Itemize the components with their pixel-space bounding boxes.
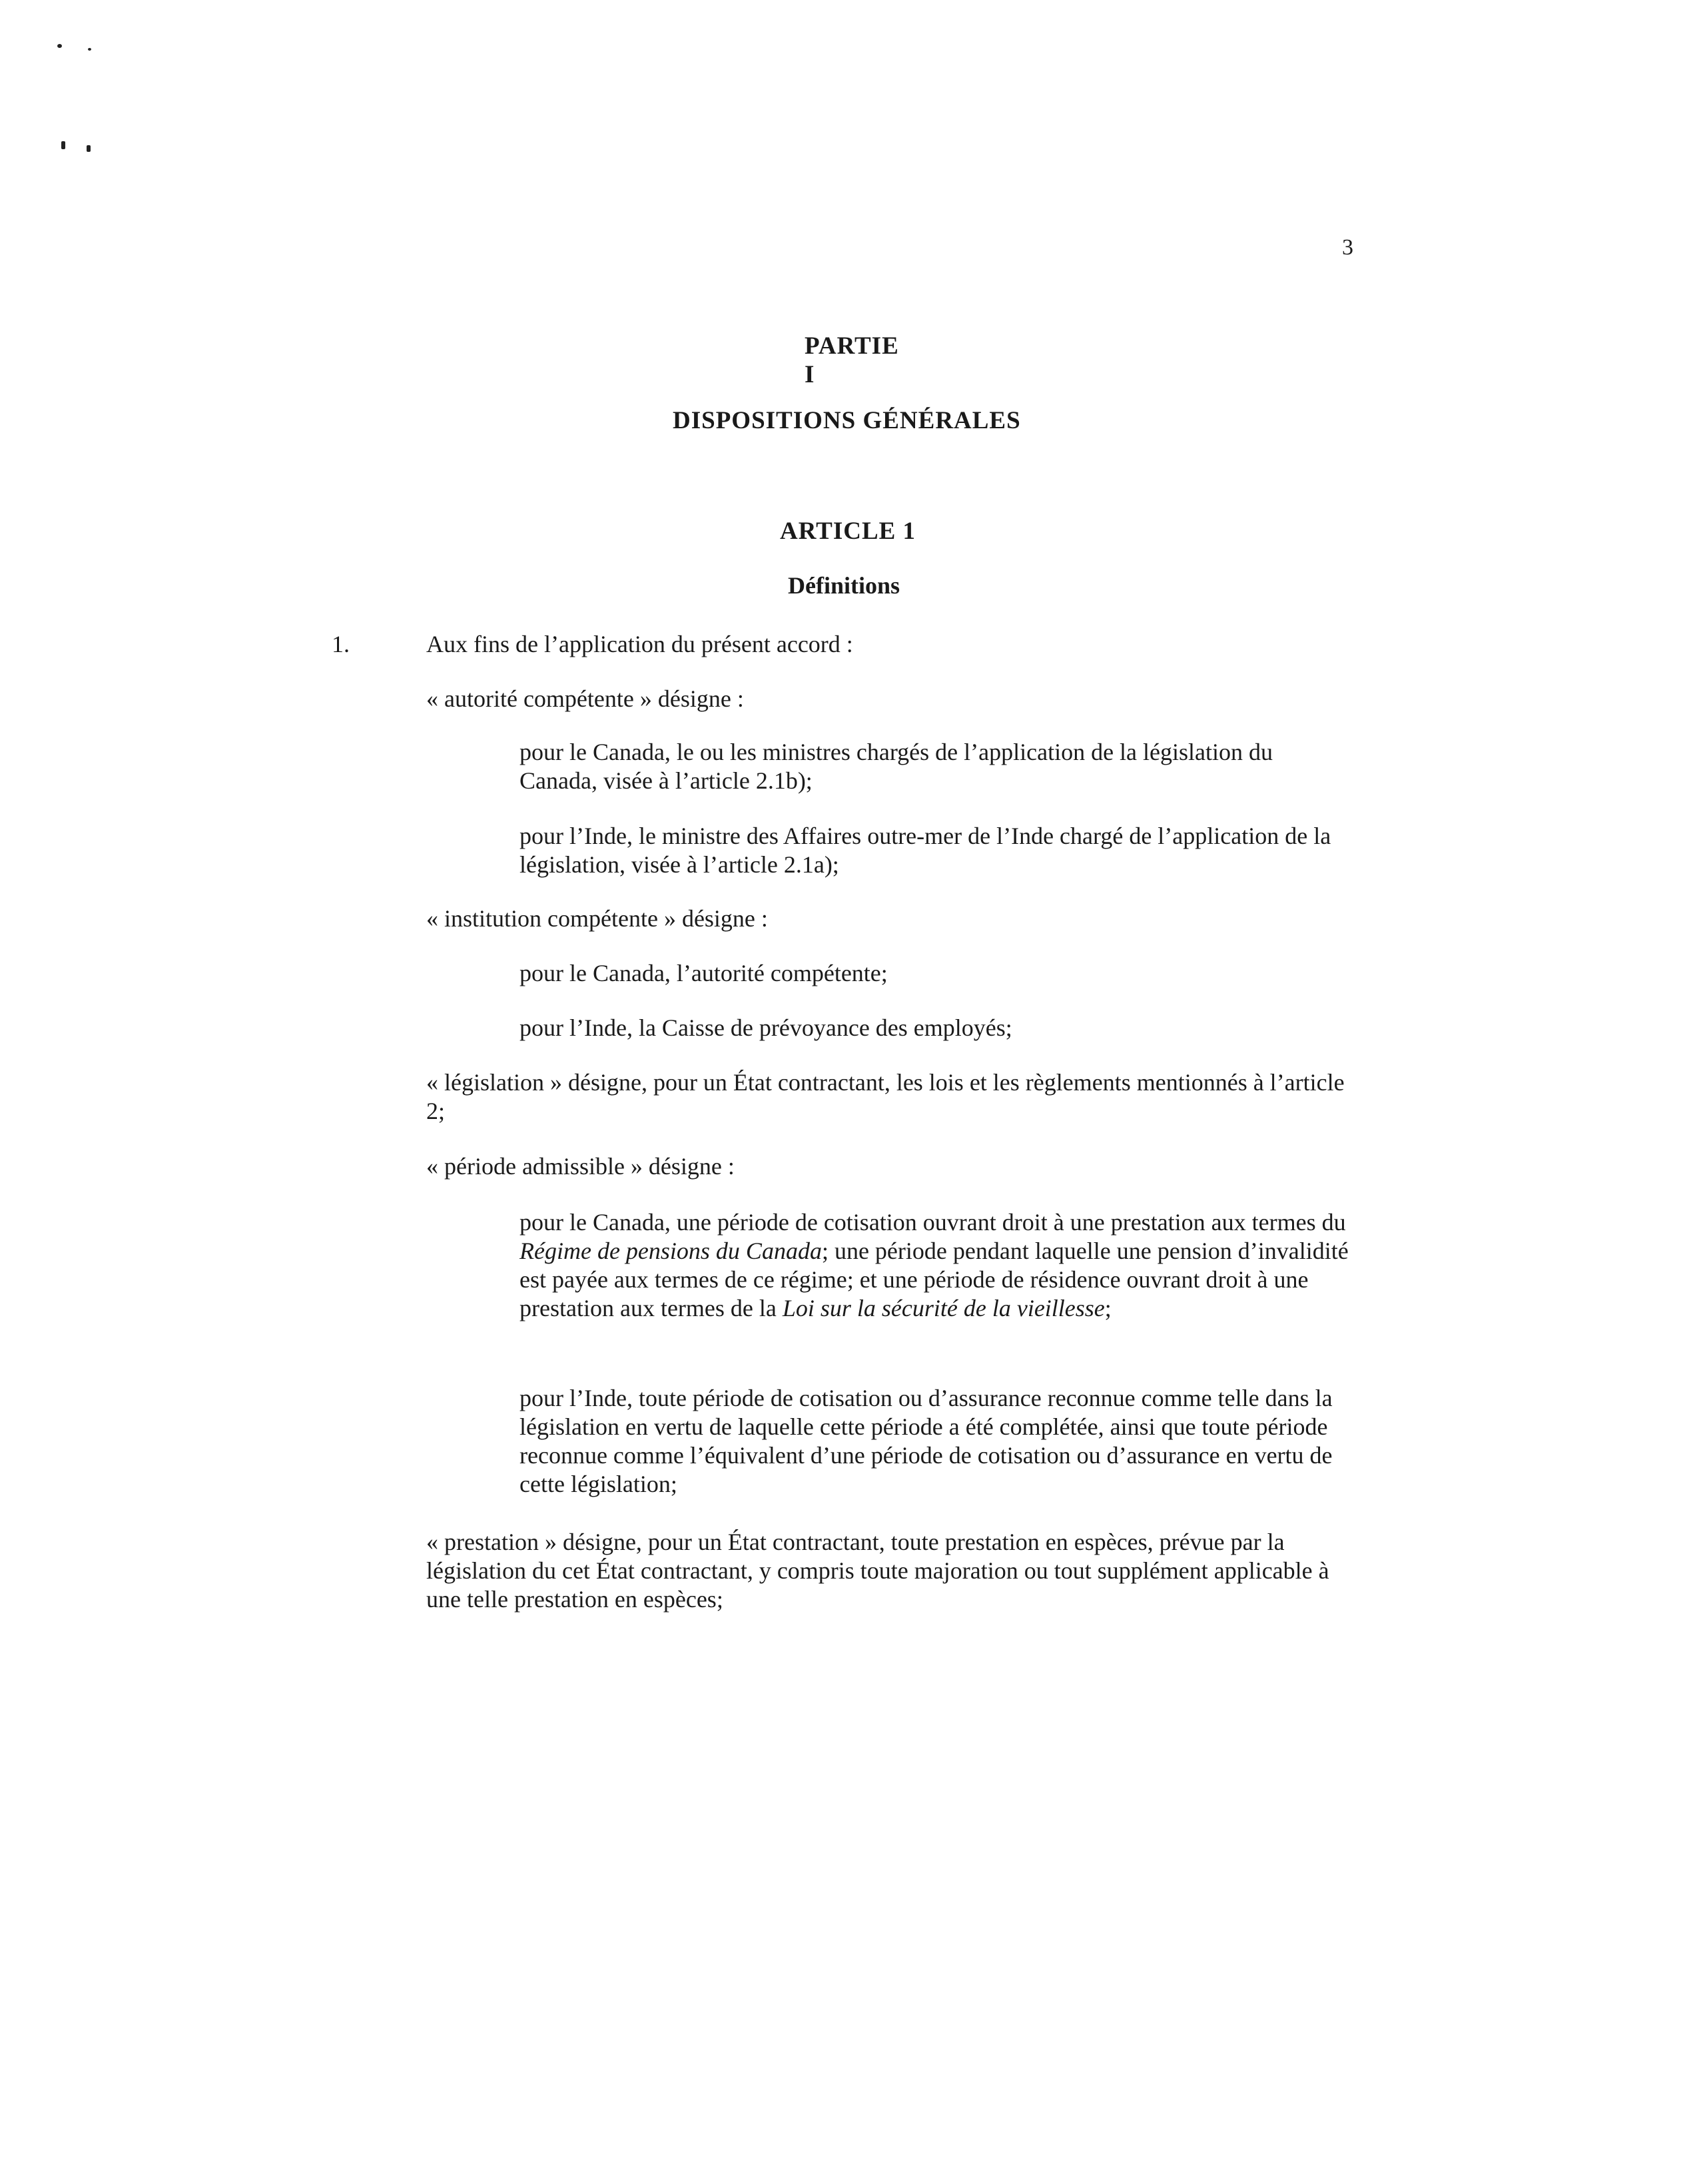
periode-canada-text-2: ; une période pendant laquelle une pension d’invalidité est payée aux termes de ce régime; et une période de résidence ouvrant droit à une prestation aux termes de la	[519, 1238, 1349, 1321]
definition-periode-canada	[519, 1208, 1372, 1323]
scan-speck	[61, 141, 65, 149]
definition-term-periode: « période admissible » désigne :	[426, 1153, 735, 1180]
part-heading: PARTIE I	[805, 332, 899, 388]
definition-periode-inde: pour l’Inde, toute période de cotisation ou d’assurance reconnue comme telle dans la législation en vertu de laquelle cette période a été complétée, ainsi que toute période reconnue comme l’équivalent d’une période de cotisation ou d’assurance en vertu de cette législation;	[519, 1385, 1333, 1497]
page-number: 3	[1342, 235, 1353, 260]
definition-autorite-inde: pour l’Inde, le ministre des Affaires outre-mer de l’Inde chargé de l’application de la législation, visée à l’article 2.1a);	[519, 823, 1331, 878]
periode-canada-text-3: ;	[1104, 1295, 1112, 1321]
definition-term-institution: « institution compétente » désigne :	[426, 905, 768, 932]
section-heading: DISPOSITIONS GÉNÉRALES	[673, 407, 1021, 434]
periode-canada-text-1: pour le Canada, une période de cotisation ouvrant droit à une prestation aux termes du	[519, 1209, 1346, 1236]
paragraph-number: 1.	[332, 631, 350, 657]
periode-canada-italic-1: Régime de pensions du Canada	[519, 1238, 822, 1264]
periode-canada-italic-2: Loi sur la sécurité de la vieillesse	[782, 1295, 1105, 1321]
scan-speck	[57, 44, 62, 48]
definition-term-autorite: « autorité compétente » désigne :	[426, 685, 744, 712]
article-heading: ARTICLE 1	[780, 518, 916, 545]
definition-prestation: « prestation » désigne, pour un État contractant, toute prestation en espèces, prévue par la législation du cet État contractant, y compris toute majoration ou tout supplément applicable à une telle prestation en espèces;	[426, 1529, 1329, 1613]
definition-autorite-canada: pour le Canada, le ou les ministres chargés de l’application de la législation du Canada, visée à l’article 2.1b);	[519, 739, 1273, 794]
definition-institution-inde: pour l’Inde, la Caisse de prévoyance des employés;	[519, 1014, 1012, 1041]
scan-speck	[88, 48, 91, 51]
scan-speck	[87, 145, 91, 152]
definition-institution-canada: pour le Canada, l’autorité compétente;	[519, 960, 888, 986]
definition-legislation: « législation » désigne, pour un État contractant, les lois et les règlements mentionnés à l’article 2;	[426, 1069, 1345, 1124]
article-subtitle: Définitions	[788, 572, 900, 599]
intro-text: Aux fins de l’application du présent accord :	[426, 631, 853, 657]
